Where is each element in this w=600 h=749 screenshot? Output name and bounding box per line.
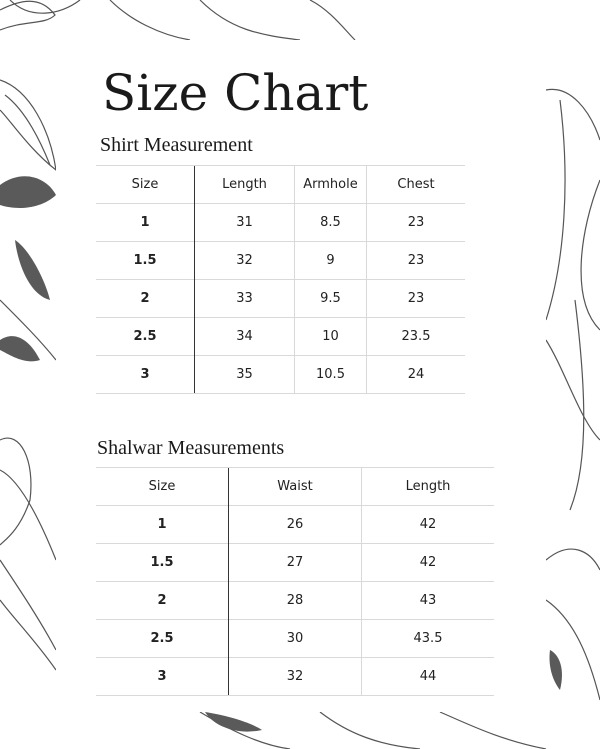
size-cell: 3: [96, 658, 229, 696]
shalwar-heading: Shalwar Measurements: [97, 437, 285, 459]
shalwar-table: [96, 467, 494, 696]
table-row: [96, 356, 465, 394]
size-cell: 3: [96, 356, 195, 394]
value-cell: 43.5: [362, 620, 495, 658]
size-cell: 2.5: [96, 620, 229, 658]
table-row: [96, 242, 465, 280]
value-cell: 28: [229, 582, 362, 620]
value-cell: 27: [229, 544, 362, 582]
size-cell: 1: [96, 506, 229, 544]
value-cell: 30: [229, 620, 362, 658]
value-cell: 33: [195, 280, 295, 318]
shirt-heading: Shirt Measurement: [100, 134, 253, 156]
table-row: [96, 620, 494, 658]
value-cell: 31: [195, 204, 295, 242]
size-cell: 2: [96, 280, 195, 318]
value-cell: 35: [195, 356, 295, 394]
value-cell: 23.5: [367, 318, 466, 356]
value-cell: 24: [367, 356, 466, 394]
size-cell: 2.5: [96, 318, 195, 356]
page-title: Size Chart: [102, 64, 369, 122]
column-header: Length: [362, 468, 495, 506]
table-row: [96, 204, 465, 242]
column-header: Size: [96, 166, 195, 204]
table-header-row: [96, 468, 494, 506]
table-row: [96, 658, 494, 696]
table-row: [96, 280, 465, 318]
table-row: [96, 318, 465, 356]
value-cell: 44: [362, 658, 495, 696]
value-cell: 23: [367, 280, 466, 318]
value-cell: 32: [229, 658, 362, 696]
table-row: [96, 506, 494, 544]
column-header: Length: [195, 166, 295, 204]
value-cell: 43: [362, 582, 495, 620]
table-row: [96, 544, 494, 582]
value-cell: 32: [195, 242, 295, 280]
value-cell: 23: [367, 242, 466, 280]
value-cell: 26: [229, 506, 362, 544]
size-cell: 1.5: [96, 242, 195, 280]
size-chart-card: [56, 40, 546, 712]
value-cell: 34: [195, 318, 295, 356]
column-header: Waist: [229, 468, 362, 506]
value-cell: 42: [362, 506, 495, 544]
column-header: Chest: [367, 166, 466, 204]
value-cell: 42: [362, 544, 495, 582]
value-cell: 9: [295, 242, 367, 280]
column-header: Size: [96, 468, 229, 506]
shirt-table: [96, 165, 465, 394]
size-cell: 1: [96, 204, 195, 242]
value-cell: 23: [367, 204, 466, 242]
value-cell: 9.5: [295, 280, 367, 318]
value-cell: 10: [295, 318, 367, 356]
table-row: [96, 582, 494, 620]
size-cell: 2: [96, 582, 229, 620]
column-header: Armhole: [295, 166, 367, 204]
value-cell: 10.5: [295, 356, 367, 394]
table-header-row: [96, 166, 465, 204]
value-cell: 8.5: [295, 204, 367, 242]
size-cell: 1.5: [96, 544, 229, 582]
